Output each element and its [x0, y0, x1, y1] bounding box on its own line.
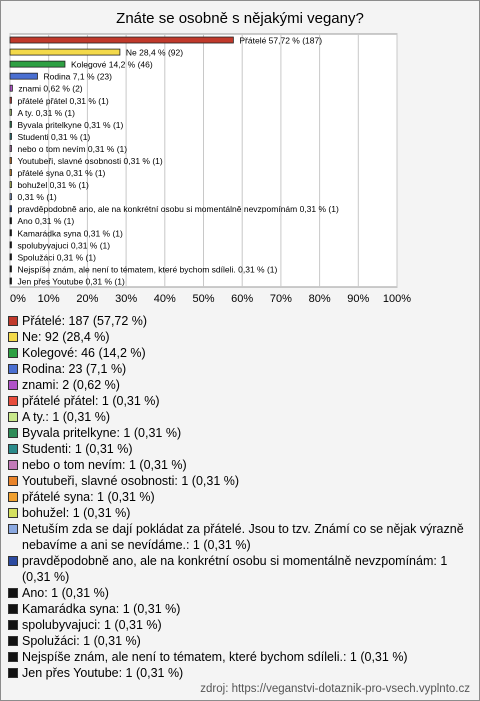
bar: [10, 37, 233, 43]
legend-item: [8, 505, 470, 521]
chart-title: Znáte se osobně s nějakými vegany?: [116, 10, 364, 27]
bar-data-label: Ne 28,4 % (92): [125, 47, 184, 58]
legend-item: [8, 633, 470, 649]
legend-label: Ano: 1 (0,31 %): [22, 586, 109, 600]
legend-swatch: [8, 508, 18, 518]
x-tick-label: 100%: [382, 293, 412, 305]
bar: [10, 121, 12, 127]
bar: [10, 254, 12, 260]
bar: [10, 170, 12, 176]
legend-item: [8, 377, 470, 393]
legend-item: [8, 617, 470, 633]
legend-item: [8, 473, 470, 489]
bar-data-label: Rodina 7,1 % (23): [43, 71, 112, 82]
legend-item: [8, 601, 470, 617]
legend-swatch: [8, 636, 18, 646]
legend-label: Byvala pritelkyne: 1 (0,31 %): [22, 426, 182, 440]
legend-swatch: [8, 476, 18, 486]
bar-data-label: Kamarádka syna 0,31 % (1): [17, 228, 123, 239]
bar: [10, 206, 12, 212]
legend-label: nebo o tom nevím: 1 (0,31 %): [22, 458, 187, 472]
x-tick-label: 30%: [115, 293, 138, 305]
bar-data-label: spolubyvajuci 0,31 % (1): [17, 240, 111, 251]
bar: [10, 266, 12, 272]
source-note: zdroj: https://veganstvi-dotaznik-pro-vsech.vyplnto.cz: [200, 683, 470, 695]
bar: [10, 230, 12, 236]
bar-data-label: Studenti 0,31 % (1): [17, 131, 91, 142]
bar-data-label: nebo o tom nevím 0,31 % (1): [17, 143, 128, 154]
bar: [10, 278, 12, 284]
legend-label: Nejspíše znám, ale není to tématem, které bychom sdíleli.: 1 (0,31 %): [22, 650, 408, 664]
bar: [10, 194, 12, 200]
x-tick-label: 0%: [10, 293, 26, 305]
bar-data-label: Youtubeři, slavné osobnosti 0,31 % (1): [17, 156, 163, 166]
legend-swatch: [8, 588, 18, 598]
legend-swatch: [8, 492, 18, 502]
legend-item: [8, 409, 470, 425]
legend-swatch: [8, 460, 18, 470]
legend-item: [8, 361, 470, 377]
bar-data-label: Spolužáci 0,31 % (1): [17, 252, 96, 263]
x-tick-label: 10%: [37, 293, 60, 305]
legend-label: znami: 2 (0,62 %): [22, 378, 120, 392]
bar-chart: [0, 0, 480, 310]
bar-data-label: bohužel 0,31 % (1): [17, 180, 89, 191]
legend-swatch: [8, 444, 18, 454]
legend-item: [8, 441, 470, 457]
legend-label: bohužel: 1 (0,31 %): [22, 506, 131, 520]
bar: [10, 133, 12, 139]
legend-swatch: [8, 364, 18, 374]
legend-item: [8, 553, 470, 585]
legend-swatch: [8, 604, 18, 614]
legend-item: [8, 393, 470, 409]
legend-item: [8, 665, 470, 681]
legend-swatch: [8, 348, 18, 358]
legend-swatch: [8, 620, 18, 630]
legend-swatch: [8, 428, 18, 438]
bar: [10, 85, 12, 91]
legend-item: [8, 521, 470, 553]
legend-label: Rodina: 23 (7,1 %): [22, 362, 127, 376]
legend-item: [8, 649, 470, 665]
bar: [10, 145, 12, 151]
bar-data-label: přátelé syna 0,31 % (1): [17, 168, 106, 179]
legend-item: [8, 457, 470, 473]
legend-swatch: [8, 412, 18, 422]
legend-label: Ne: 92 (28,4 %): [22, 330, 110, 344]
legend-label: Studenti: 1 (0,31 %): [22, 442, 133, 456]
bar-data-label: 0,31 % (1): [17, 192, 57, 203]
legend-item: [8, 345, 470, 361]
legend-item: [8, 313, 470, 329]
x-tick-label: 20%: [76, 293, 99, 305]
bar: [10, 97, 12, 103]
legend-item: [8, 425, 470, 441]
bar-data-label: Přátelé 57,72 % (187): [239, 35, 323, 46]
legend-item: [8, 329, 470, 345]
bar-data-label: Kolegové 14,2 % (46): [70, 59, 153, 70]
legend-swatch: [8, 652, 18, 662]
legend-item: [8, 489, 470, 505]
x-tick-label: 60%: [231, 293, 254, 305]
legend-label: Spolužáci: 1 (0,31 %): [22, 634, 141, 648]
bar-data-label: Byvala pritelkyne 0,31 % (1): [17, 119, 124, 130]
x-tick-label: 50%: [192, 293, 215, 305]
chart-legend: [8, 313, 470, 681]
bar: [10, 158, 12, 164]
legend-label: Youtubeři, slavné osobnosti: 1 (0,31 %): [22, 474, 240, 488]
bar: [10, 109, 12, 115]
legend-label: Jen přes Youtube: 1 (0,31 %): [22, 666, 184, 680]
legend-label: spolubyvajuci: 1 (0,31 %): [22, 618, 162, 632]
legend-label: Kamarádka syna: 1 (0,31 %): [22, 602, 181, 616]
bar-data-label: Ano 0,31 % (1): [17, 216, 75, 227]
x-tick-label: 90%: [347, 293, 370, 305]
bar: [10, 242, 12, 248]
bar-data-label: znami 0,62 % (2): [18, 83, 83, 94]
legend-swatch: [8, 380, 18, 390]
legend-swatch: [8, 524, 18, 534]
legend-swatch: [8, 668, 18, 678]
x-tick-label: 40%: [153, 293, 176, 305]
legend-swatch: [8, 396, 18, 406]
bar-data-label: A ty. 0,31 % (1): [17, 107, 75, 118]
bar: [10, 61, 65, 67]
legend-item: [8, 585, 470, 601]
bar-data-label: pravděpodobně ano, ale na konkrétní osobu si momentálně nevzpomínám 0,31 % (1): [17, 204, 339, 215]
x-tick-label: 80%: [308, 293, 331, 305]
bar-data-label: Nejspíše znám, ale není to tématem, které bychom sdíleli. 0,31 % (1): [17, 264, 278, 275]
legend-label: A ty.: 1 (0,31 %): [22, 410, 111, 424]
x-tick-label: 70%: [269, 293, 292, 305]
legend-label: Netuším zda se dají pokládat za přátelé. Jsou to tzv. Známí co se nějak výrazně nebavíme a ani se nevídáme.: 1 (0,31 %): [22, 522, 464, 552]
legend-swatch: [8, 332, 18, 342]
legend-label: pravděpodobně ano, ale na konkrétní osobu si momentálně nevzpomínám: 1 (0,31 %): [22, 554, 448, 584]
legend-label: Přátelé: 187 (57,72 %): [22, 314, 148, 328]
bar: [10, 49, 120, 55]
bar: [10, 218, 12, 224]
legend-label: Kolegové: 46 (14,2 %): [22, 346, 146, 360]
bar: [10, 73, 37, 79]
bar-data-label: přátelé přátel 0,31 % (1): [17, 95, 109, 106]
bar-data-label: Jen přes Youtube 0,31 % (1): [17, 276, 125, 287]
legend-swatch: [8, 316, 18, 326]
bar: [10, 182, 12, 188]
legend-label: přátelé syna: 1 (0,31 %): [22, 490, 155, 504]
legend-swatch: [8, 556, 18, 566]
legend-label: přátelé přátel: 1 (0,31 %): [22, 394, 160, 408]
